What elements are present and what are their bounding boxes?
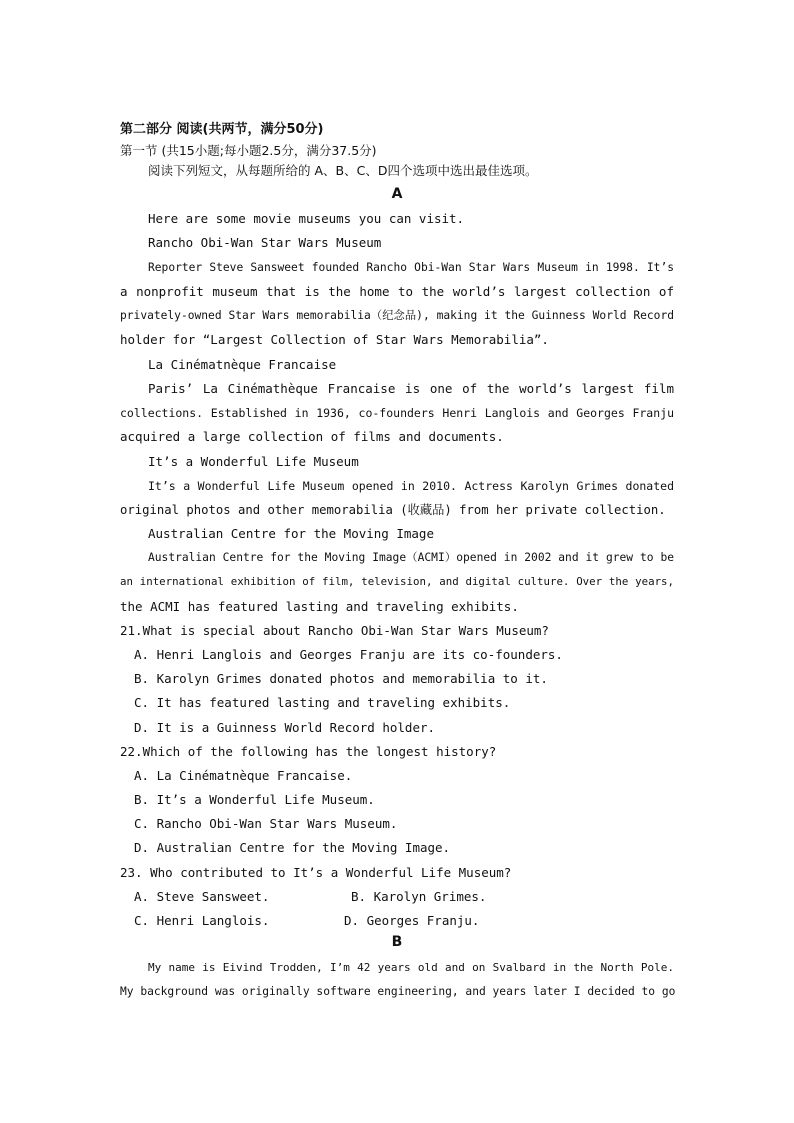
passage-b-label: B xyxy=(391,934,403,950)
question-22-option-d: D. Australian Centre for the Moving Image. xyxy=(134,840,451,855)
museum-text-wonderful-life-1: It’s a Wonderful Life Museum opened in 2010. Actress Karolyn Grimes donated xyxy=(148,479,674,493)
question-22-stem: 22.Which of the following has the longest history? xyxy=(120,744,497,759)
museum-text-wonderful-life-2: original photos and other memorabilia (收藏品) from her private collection. xyxy=(120,503,666,517)
passage-b-text-2: My background was originally software engineering, and years later I decided to go xyxy=(120,985,676,998)
question-22-option-b: B. It’s a Wonderful Life Museum. xyxy=(134,792,375,807)
question-21-option-b: B. Karolyn Grimes donated photos and memorabilia to it. xyxy=(134,671,548,686)
question-21-option-d: D. It is a Guinness World Record holder. xyxy=(134,720,436,735)
question-23-option-a: A. Steve Sansweet. xyxy=(134,889,270,904)
museum-text-cinematheque-3: acquired a large collection of films and documents. xyxy=(120,429,504,444)
museum-title-acmi: Australian Centre for the Moving Image xyxy=(148,526,434,541)
question-23-option-c: C. Henri Langlois. xyxy=(134,913,270,928)
question-22-option-c: C. Rancho Obi-Wan Star Wars Museum. xyxy=(134,816,398,831)
museum-text-acmi-3: the ACMI has featured lasting and traveling exhibits. xyxy=(120,599,519,614)
question-21-stem: 21.What is special about Rancho Obi-Wan Star Wars Museum? xyxy=(120,623,549,638)
museum-title-cinematheque: La Cinématnèque Francaise xyxy=(148,357,337,372)
passage-a-intro: Here are some movie museums you can visit. xyxy=(148,211,465,226)
museum-text-cinematheque-2: collections. Established in 1936, co-founders Henri Langlois and Georges Franju xyxy=(120,406,674,420)
museum-text-acmi-1: Australian Centre for the Moving Image（ACMI）opened in 2002 and it grew to be xyxy=(148,551,674,564)
question-23-stem: 23. Who contributed to It’s a Wonderful Life Museum? xyxy=(120,865,512,880)
question-21-option-c: C. It has featured lasting and traveling exhibits. xyxy=(134,695,511,710)
museum-text-acmi-2: an international exhibition of film, television, and digital culture. Over the years, xyxy=(120,575,674,588)
museum-title-rancho: Rancho Obi-Wan Star Wars Museum xyxy=(148,235,382,250)
museum-text-rancho-3: privately-owned Star Wars memorabilia（纪念品), making it the Guinness World Record xyxy=(120,309,674,322)
question-23-option-b: B. Karolyn Grimes. xyxy=(351,889,487,904)
part-header: 第二部分 阅读(共两节，满分50分) xyxy=(120,122,324,137)
museum-title-wonderful-life: It’s a Wonderful Life Museum xyxy=(148,454,359,469)
passage-a-label: A xyxy=(391,186,403,202)
passage-b-text-1: My name is Eivind Trodden, I’m 42 years old and on Svalbard in the North Pole. xyxy=(148,961,674,974)
museum-text-cinematheque-1: Paris’ La Cinémathèque Francaise is one of the world’s largest film xyxy=(148,381,674,396)
museum-text-rancho-2: a nonprofit museum that is the home to the world’s largest collection of xyxy=(120,284,674,299)
question-21-option-a: A. Henri Langlois and Georges Franju are its co-founders. xyxy=(134,647,563,662)
section-header: 第一节 (共15小题;每小题2.5分，满分37.5分) xyxy=(120,143,377,158)
museum-text-rancho-1: Reporter Steve Sansweet founded Rancho Obi-Wan Star Wars Museum in 1998. It’s xyxy=(148,261,674,274)
question-22-option-a: A. La Cinématnèque Francaise. xyxy=(134,768,353,783)
question-23-option-d: D. Georges Franju. xyxy=(344,913,480,928)
instruction: 阅读下列短文，从每题所给的 A、B、C、D四个选项中选出最佳选项。 xyxy=(148,163,538,178)
museum-text-rancho-4: holder for “Largest Collection of Star Wars Memorabilia”. xyxy=(120,332,549,347)
